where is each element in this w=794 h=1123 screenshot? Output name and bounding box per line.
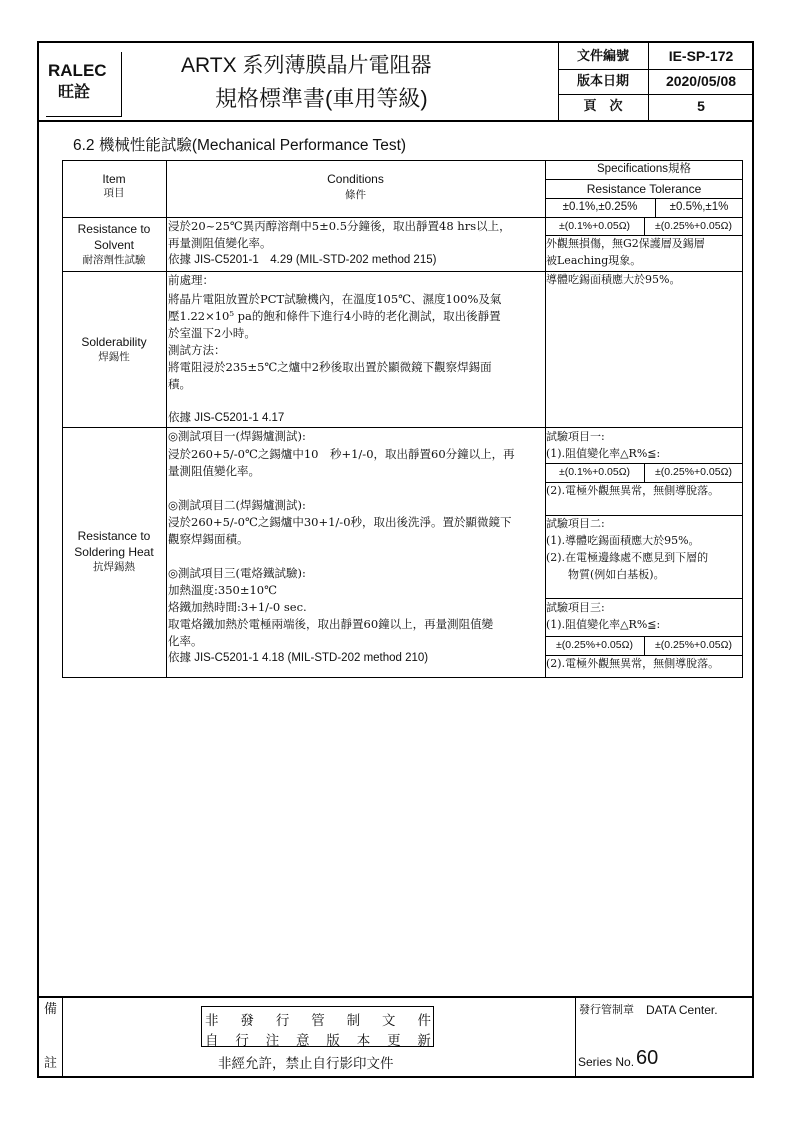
row2-cond-line3: 壓1.22×10⁵ pa的飽和條件下進行4小時的老化測試，取出後靜置 [168,309,501,323]
info-row-rule-2 [558,94,754,95]
notice-char: 更 [387,1033,401,1049]
head-item: Item [102,172,126,186]
notice-char: 發 [240,1013,254,1029]
info-row-rule-1 [558,69,754,70]
row3-item-line3: 抗焊錫熱 [93,561,135,573]
t3-rule-1 [545,636,743,637]
notice-char: 意 [296,1033,310,1049]
row1-cond-line1: 浸於20~25℃異丙醇溶劑中5±0.5分鐘後，取出靜置48 hrs以上， [168,219,511,233]
row1-spec-a: ±(0.1%+0.05Ω) [558,220,631,232]
t2-line2: (2).在電極邊緣處不應見到下層的 [546,551,709,564]
t2-title: 試驗項目二: [546,517,605,530]
row1-cond-line3: 依據 JIS-C5201-1 4.29 (MIL-STD-202 method 215) [168,254,437,266]
row2-cond-line5: 測試方法： [168,343,226,357]
row2-cond-line2: 將晶片電阻放置於PCT試驗機內，在溫度105℃、濕度100%及氣 [168,292,502,306]
t3-rule-top [545,598,743,599]
page-number: 5 [697,98,705,114]
notice-char: 注 [265,1033,280,1049]
t3-title: 試驗項目三: [546,601,605,614]
row1-spec-text-2: 被Leaching現象。 [546,254,642,267]
t3-line1: (1).阻值變化率△R%≦: [546,618,661,631]
t1-line1: (1).阻值變化率△R%≦: [546,447,661,460]
t1-title: 試驗項目一: [546,430,605,443]
t2-line3: 物質(例如白基板)。 [546,568,665,581]
footer-right-rule [575,996,576,1078]
notice-char: 行 [235,1033,249,1049]
doc-no: IE-SP-172 [668,48,734,64]
row2-spec-text: 導體吃錫面積應大於95%。 [546,273,681,286]
head-tol-a: ±0.1%,±0.25% [562,201,638,213]
t3-line2: (2).電極外觀無異常，無側導脫落。 [546,657,720,670]
row2-cond-line9: 依據 JIS-C5201-1 4.17 [168,412,285,424]
t2-line1: (1).導體吃錫面積應大於95%。 [546,534,700,547]
row1-item-line2: Solvent [93,238,135,252]
company-name: RALEC [48,61,107,80]
row3-cond-line10: 加熱溫度:350±10℃ [168,583,277,597]
series-label: Series No. [578,1055,635,1069]
remark-top: 備 [44,1002,58,1017]
notice-char: 本 [356,1033,371,1049]
row3-cond-line7: 觀察焊錫面積。 [168,532,249,546]
row3-cond-line9: ◎測試項目三(電烙鐵試驗): [168,566,306,580]
t1-spec-a: ±(0.1%+0.05Ω) [558,466,631,478]
row3-cond-line6: 浸於260+5/-0℃之錫爐中30+1/-0秒，取出後洗淨。置於顯微鏡下 [168,515,512,529]
series-number: 60 [636,1047,659,1069]
version-date: 2020/05/08 [665,73,737,89]
row2-cond-line1: 前處理： [168,273,214,287]
footer-remark-rule [62,996,63,1078]
row1-spec-b: ±(0.25%+0.05Ω) [655,220,732,232]
stamp-label: 發行管制章 [579,1003,634,1016]
doc-no-label: 文件編號 [576,49,629,64]
stamp-value: DATA Center. [646,1003,718,1017]
head-specs: Specifications規格 [597,163,691,175]
footer-top-rule [37,996,754,998]
row3-cond-line3: 量測阻值變化率。 [168,464,260,478]
notice-line1 [205,1009,431,1029]
company-name-cn: 旺詮 [58,82,91,101]
notice-char: 管 [311,1013,325,1029]
head-tolerance: Resistance Tolerance [586,182,702,196]
row3-cond-line5: ◎測試項目二(焊錫爐測試): [168,498,306,512]
row3-cond-line13: 化率。 [168,634,203,648]
version-label: 版本日期 [576,74,629,89]
notice-char: 行 [275,1013,290,1029]
t3-spec-b: ±(0.25%+0.05Ω) [655,639,732,651]
row3-cond-line14: 依據 JIS-C5201-1 4.18 (MIL-STD-202 method 210) [168,652,429,664]
notice-char: 新 [417,1033,431,1049]
spec-head-rule-2 [545,198,743,199]
table-col-rule-1 [166,160,167,678]
header-bottom-rule [37,120,754,122]
row2-cond-line7: 積。 [168,377,191,391]
row3-item-line1: Resistance to [77,529,151,543]
notice-char: 件 [417,1013,431,1029]
row3-cond-line2: 浸於260+5/-0℃之錫爐中10 秒+1/-0，取出靜置60分鐘以上，再 [168,447,515,461]
remark-bottom: 註 [44,1056,58,1071]
notice-char: 制 [346,1013,361,1029]
notice-line2 [205,1029,431,1049]
t1-spec-b: ±(0.25%+0.05Ω) [655,466,732,478]
row1-item-line3: 耐溶劑性試驗 [82,254,146,266]
row2-item-line1: Solderability [81,335,147,349]
t3-spec-a: ±(0.25%+0.05Ω) [556,639,633,651]
copy-notice: 非經允許，禁止自行影印文件 [218,1056,394,1072]
row1-item-line1: Resistance to [77,222,151,236]
notice-char: 文 [382,1013,396,1029]
head-tol-b: ±0.5%,±1% [669,201,729,213]
notice-char: 非 [205,1013,219,1029]
head-item-cn: 項目 [103,187,125,199]
notice-char: 自 [205,1033,219,1049]
page-label: 頁 次 [583,99,623,114]
doc-title-line2: 規格標準書(車用等級) [215,86,428,111]
t1-rule-1 [545,463,743,464]
row2-cond-line6: 將電阻浸於235±5℃之爐中2秒後取出置於顯微鏡下觀察焊錫面 [168,360,492,374]
row2-cond-line4: 於室溫下2小時。 [168,326,256,340]
row1-cond-line2: 再量測阻值變化率。 [168,236,272,250]
row3-cond-line11: 烙鐵加熱時間:3+1/-0 sec. [168,600,307,614]
section-title: 6.2 機械性能試驗(Mechanical Performance Test) [73,137,407,154]
row3-cond-line12: 取電烙鐵加熱於電極兩端後，取出靜置60鐘以上，再量測阻值變 [168,617,494,631]
spec-head-rule-1 [545,179,743,180]
row3-item-line2: Soldering Heat [74,545,154,559]
row3-cond-line1: ◎測試項目一(焊錫爐測試): [168,429,306,443]
notice-char: 版 [326,1033,340,1049]
t1-line2: (2).電極外觀無異常，無側導脫落。 [546,484,720,497]
doc-title-line1: ARTX 系列薄膜晶片電阻器 [181,54,432,77]
row2-item-line2: 焊錫性 [98,351,130,363]
row2-bottom [62,427,743,428]
head-conditions-cn: 條件 [345,189,366,201]
row1-spec-text-1: 外觀無損傷，無G2保護層及錫層 [546,237,705,250]
head-conditions: Conditions [327,172,384,186]
